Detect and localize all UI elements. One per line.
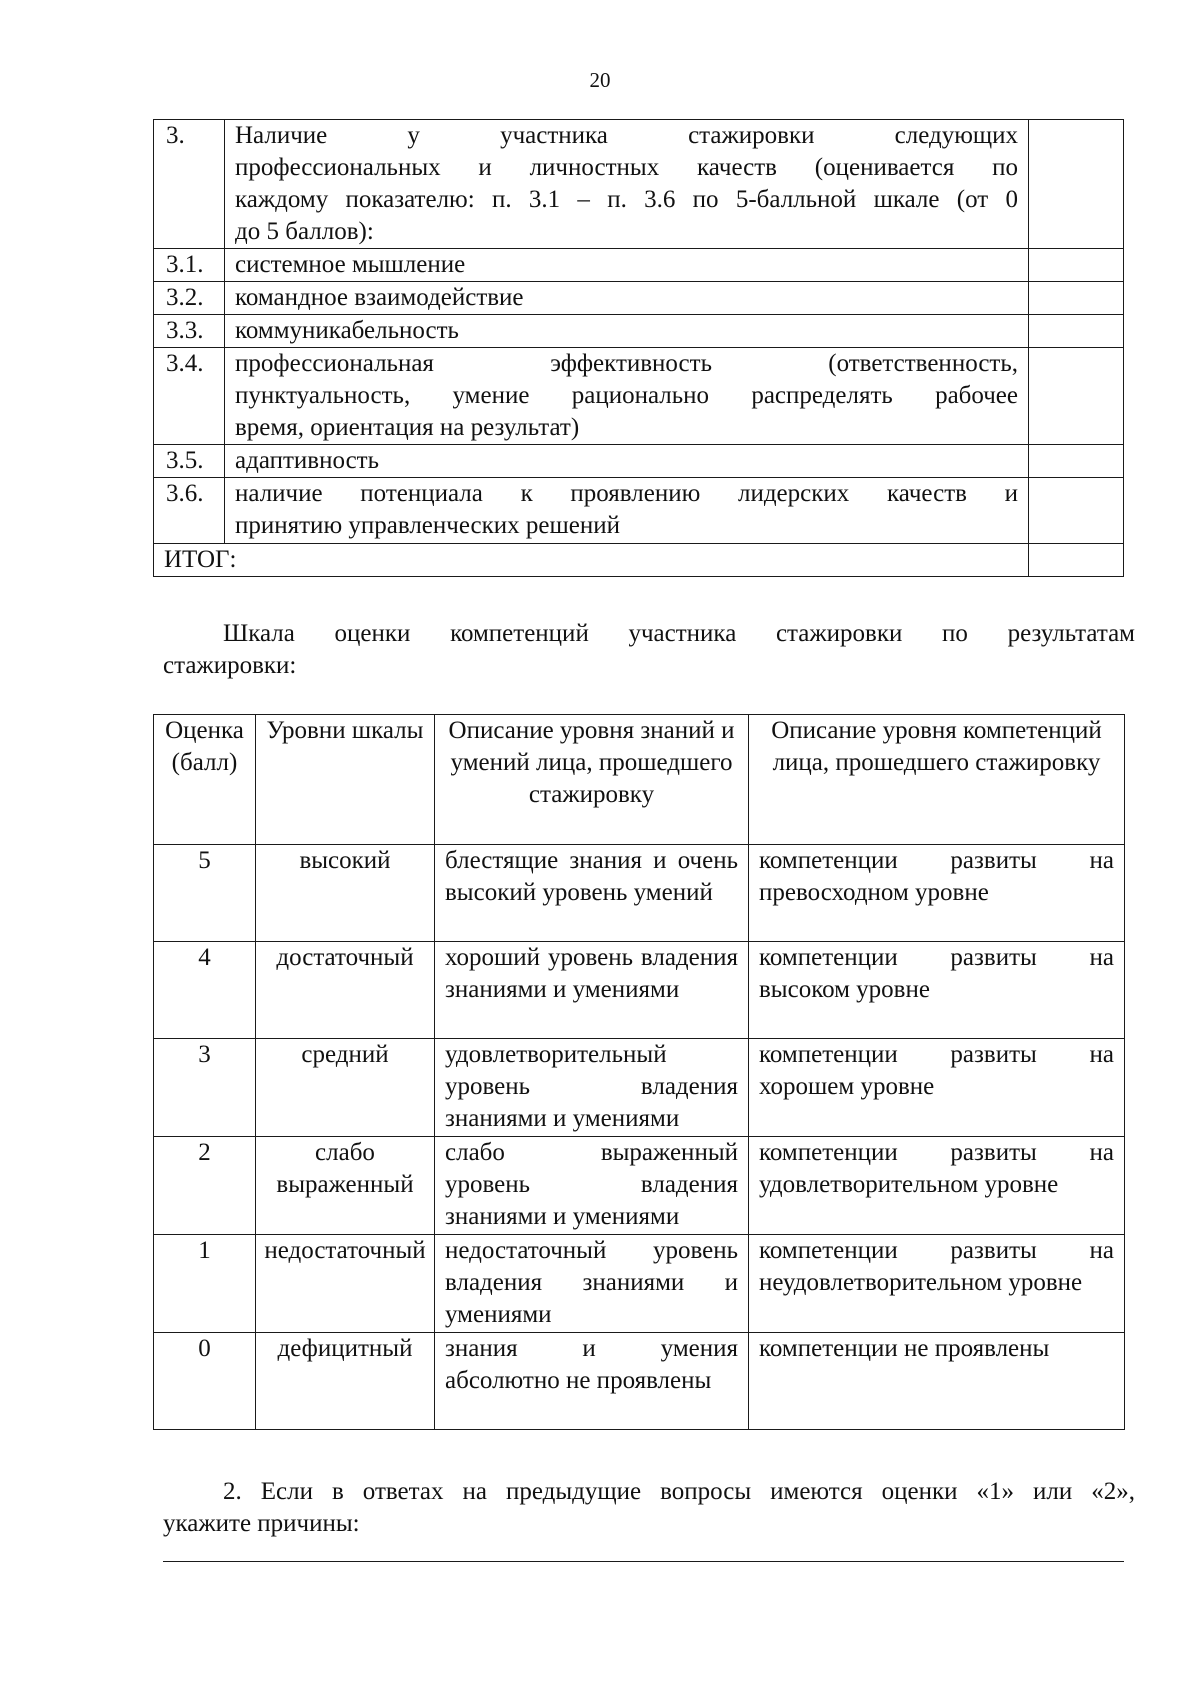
criterion-text: системное мышление	[225, 249, 1029, 282]
score-value: 0	[154, 1333, 256, 1430]
criterion-text: профессиональная эффективность (ответственность, пунктуальность, умение рационально распределять рабочее время, ориентация на результат)	[225, 348, 1029, 445]
header-competence: Описание уровня компетенций лица, прошедшего стажировку	[749, 715, 1125, 845]
row-number: 3.4.	[154, 348, 225, 445]
criteria-table	[153, 119, 1124, 577]
table-row	[154, 845, 1125, 942]
row-number: 3.	[154, 120, 225, 249]
level-name: слабо выраженный	[256, 1137, 435, 1235]
criterion-text: Наличие у участника стажировки следующих профессиональных и личностных качеств (оценивается по каждому показателю: п. 3.1 – п. 3.6 по 5-балльной шкале (от 0 до 5 баллов):	[225, 120, 1029, 249]
row-number: 3.1.	[154, 249, 225, 282]
table-row	[154, 1333, 1125, 1430]
score-value: 1	[154, 1235, 256, 1333]
table-row	[154, 1137, 1125, 1235]
table-row	[154, 1235, 1125, 1333]
question-paragraph: 2. Если в ответах на предыдущие вопросы имеются оценки «1» или «2», укажите причины:	[163, 1478, 1135, 1537]
competence-description: компетенции не проявлены	[749, 1333, 1125, 1430]
scale-intro: Шкала оценки компетенций участника стажировки по результатам стажировки:	[163, 620, 1135, 679]
answer-line[interactable]	[163, 1561, 1124, 1562]
level-name: дефицитный	[256, 1333, 435, 1430]
knowledge-description: знания и умения абсолютно не проявлены	[435, 1333, 749, 1430]
score-value: 3	[154, 1039, 256, 1137]
header-level: Уровни шкалы	[256, 715, 435, 845]
score-value: 5	[154, 845, 256, 942]
score-cell[interactable]	[1029, 445, 1124, 478]
total-score-cell[interactable]	[1029, 544, 1124, 577]
table-row	[154, 249, 1124, 282]
knowledge-description: удовлетворительный уровень владения знаниями и умениями	[435, 1039, 749, 1137]
criterion-text: адаптивность	[225, 445, 1029, 478]
criterion-text: наличие потенциала к проявлению лидерских качеств и принятию управленческих решений	[225, 478, 1029, 544]
table-row	[154, 445, 1124, 478]
score-cell[interactable]	[1029, 478, 1124, 544]
table-row	[154, 348, 1124, 445]
knowledge-description: недостаточный уровень владения знаниями и умениями	[435, 1235, 749, 1333]
table-row	[154, 120, 1124, 249]
table-row	[154, 478, 1124, 544]
row-number: 3.6.	[154, 478, 225, 544]
score-cell[interactable]	[1029, 249, 1124, 282]
row-number: 3.5.	[154, 445, 225, 478]
criterion-text: коммуникабельность	[225, 315, 1029, 348]
table-row	[154, 1039, 1125, 1137]
level-name: достаточный	[256, 942, 435, 1039]
knowledge-description: блестящие знания и очень высокий уровень умений	[435, 845, 749, 942]
table-row	[154, 942, 1125, 1039]
score-cell[interactable]	[1029, 120, 1124, 249]
table-row	[154, 315, 1124, 348]
row-number: 3.3.	[154, 315, 225, 348]
score-cell[interactable]	[1029, 282, 1124, 315]
criterion-text: командное взаимодействие	[225, 282, 1029, 315]
level-name: недостаточный	[256, 1235, 435, 1333]
knowledge-description: слабо выраженный уровень владения знаниями и умениями	[435, 1137, 749, 1235]
competence-description: компетенции развиты на хорошем уровне	[749, 1039, 1125, 1137]
total-label: ИТОГ:	[154, 544, 1029, 577]
score-cell[interactable]	[1029, 315, 1124, 348]
competence-description: компетенции развиты на превосходном уровне	[749, 845, 1125, 942]
competence-description: компетенции развиты на высоком уровне	[749, 942, 1125, 1039]
score-cell[interactable]	[1029, 348, 1124, 445]
score-value: 2	[154, 1137, 256, 1235]
competence-description: компетенции развиты на удовлетворительном уровне	[749, 1137, 1125, 1235]
level-name: высокий	[256, 845, 435, 942]
total-row	[154, 544, 1124, 577]
row-number: 3.2.	[154, 282, 225, 315]
table-row	[154, 282, 1124, 315]
competence-description: компетенции развиты на неудовлетворительном уровне	[749, 1235, 1125, 1333]
page-number: 20	[589, 68, 611, 92]
scale-table	[153, 714, 1125, 1430]
score-value: 4	[154, 942, 256, 1039]
header-knowledge: Описание уровня знаний и умений лица, прошедшего стажировку	[435, 715, 749, 845]
level-name: средний	[256, 1039, 435, 1137]
header-score: Оценка (балл)	[154, 715, 256, 845]
knowledge-description: хороший уровень владения знаниями и умениями	[435, 942, 749, 1039]
scale-header-row	[154, 715, 1125, 845]
